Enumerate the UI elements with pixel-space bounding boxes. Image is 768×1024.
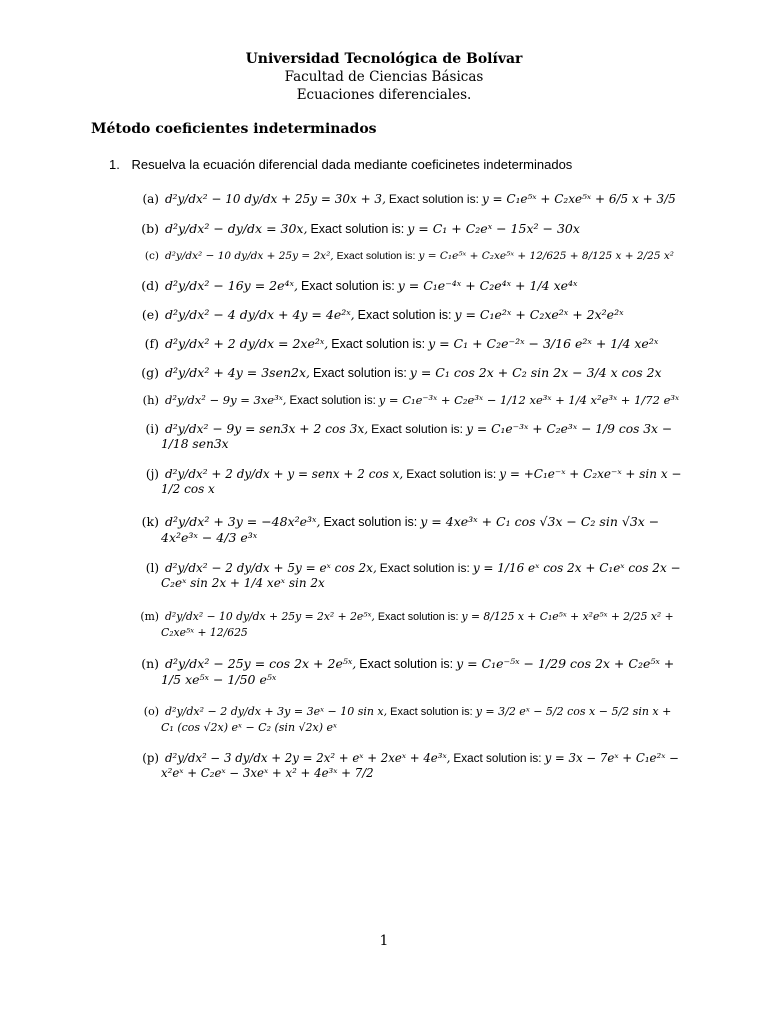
item-equation: d²y/dx² + 2 dy/dx = 2xe²ˣ,: [165, 336, 329, 351]
solution-continuation: C₂xe⁵ˣ + 12/625: [161, 626, 248, 639]
item-solution: y = C₁ cos 2x + C₂ sin 2x − 3/4 x cos 2x: [409, 365, 662, 380]
item-label: (e): [141, 307, 159, 322]
solution-continuation: 1/5 xe⁵ˣ − 1/50 e⁵ˣ: [161, 672, 277, 687]
item-solution: y = C₁e⁵ˣ + C₂xe⁵ˣ + 12/625 + 8/125 x + 2/25 x²: [418, 250, 674, 262]
solution-label: Exact solution is:: [371, 422, 464, 436]
question-text: Resuelva la ecuación diferencial dada mediante coeficinetes indeterminados: [131, 157, 573, 172]
exercise-item: [131, 751, 681, 781]
item-equation: d²y/dx² − 4 dy/dx + 4y = 4e²ˣ,: [165, 307, 355, 322]
exercise-item: [131, 704, 681, 735]
item-label: (g): [141, 365, 159, 380]
item-equation: d²y/dx² − 9y = sen3x + 2 cos 3x,: [165, 422, 369, 436]
solution-label: Exact solution is:: [336, 250, 416, 262]
item-solution: y = +C₁e⁻ˣ + C₂xe⁻ˣ + sin x −: [499, 467, 682, 481]
solution-continuation: C₂eˣ sin 2x + 1/4 xeˣ sin 2x: [161, 576, 325, 590]
exercise-item: [131, 609, 681, 640]
exercise-item: [131, 307, 681, 323]
item-solution: y = 1/16 eˣ cos 2x + C₁eˣ cos 2x −: [472, 561, 681, 575]
item-solution: y = 4xe³ˣ + C₁ cos √3x − C₂ sin √3x −: [420, 514, 660, 529]
solution-label: Exact solution is:: [390, 706, 473, 718]
item-equation: d²y/dx² − 10 dy/dx + 25y = 2x² + 2e⁵ˣ,: [165, 610, 375, 623]
question: [109, 157, 572, 172]
item-solution: y = C₁e⁻⁵ˣ − 1/29 cos 2x + C₂e⁵ˣ +: [456, 656, 675, 671]
item-label: (m): [140, 610, 159, 623]
exercise-item: [131, 249, 681, 264]
exercise-item: [131, 561, 681, 591]
item-solution: y = 3/2 eˣ − 5/2 cos x − 5/2 sin x +: [475, 705, 672, 718]
item-equation: d²y/dx² − 2 dy/dx + 5y = eˣ cos 2x,: [165, 561, 377, 575]
item-solution: y = C₁ + C₂e⁻²ˣ − 3/16 e²ˣ + 1/4 xe²ˣ: [428, 336, 659, 351]
item-label: (k): [141, 514, 159, 529]
item-label: (f): [144, 336, 159, 351]
item-equation: d²y/dx² − 2 dy/dx + 3y = 3eˣ − 10 sin x,: [165, 705, 388, 718]
solution-label: Exact solution is:: [379, 561, 470, 575]
solution-label: Exact solution is:: [406, 467, 497, 481]
item-label: (o): [143, 705, 159, 718]
item-solution: y = 3x − 7eˣ + C₁e²ˣ −: [544, 751, 679, 765]
exercise-item: [131, 393, 681, 409]
item-label: (a): [142, 192, 159, 206]
solution-label: Exact solution is:: [388, 192, 479, 206]
solution-continuation: 1/2 cos x: [161, 482, 215, 496]
exercise-item: [131, 192, 681, 207]
item-equation: d²y/dx² − 9y = 3xe³ˣ,: [165, 393, 287, 407]
document-header: [0, 50, 768, 104]
solution-label: Exact solution is:: [300, 279, 395, 293]
exercise-item: [131, 422, 681, 452]
item-equation: d²y/dx² − 25y = cos 2x + 2e⁵ˣ,: [165, 656, 357, 671]
item-label: (n): [141, 656, 159, 671]
solution-label: Exact solution is:: [357, 308, 452, 322]
solution-label: Exact solution is:: [289, 395, 376, 407]
item-label: (l): [145, 561, 159, 575]
solution-continuation: 4x²e³ˣ − 4/3 e³ˣ: [161, 530, 258, 545]
item-label: (c): [144, 250, 159, 262]
item-solution: y = C₁e²ˣ + C₂xe²ˣ + 2x²e²ˣ: [454, 307, 624, 322]
question-number: 1.: [109, 157, 120, 172]
solution-continuation: C₁ (cos √2x) eˣ − C₂ (sin √2x) eˣ: [161, 721, 337, 734]
item-solution: y = C₁e⁵ˣ + C₂xe⁵ˣ + 6/5 x + 3/5: [481, 192, 676, 206]
course-name: Ecuaciones diferenciales.: [296, 87, 472, 103]
solution-label: Exact solution is:: [323, 515, 418, 529]
item-solution: y = C₁e⁻³ˣ + C₂e³ˣ − 1/9 cos 3x −: [466, 422, 673, 436]
exercise-item: [131, 467, 681, 497]
item-solution: y = C₁ + C₂eˣ − 15x² − 30x: [407, 221, 580, 236]
item-equation: d²y/dx² + 4y = 3sen2x,: [165, 365, 310, 380]
exercise-item: [131, 365, 681, 381]
item-label: (b): [141, 221, 159, 236]
item-label: (h): [142, 393, 159, 407]
item-label: (j): [145, 467, 159, 481]
item-equation: d²y/dx² − 10 dy/dx + 25y = 2x²,: [165, 250, 334, 262]
solution-label: Exact solution is:: [453, 752, 542, 765]
solution-label: Exact solution is:: [331, 337, 426, 351]
item-equation: d²y/dx² − 16y = 2e⁴ˣ,: [165, 278, 298, 293]
item-label: (d): [141, 278, 159, 293]
item-label: (i): [145, 422, 159, 436]
item-equation: d²y/dx² − 3 dy/dx + 2y = 2x² + eˣ + 2xeˣ + 4e³ˣ,: [165, 751, 451, 765]
section-title: Método coeficientes indeterminados: [91, 121, 377, 137]
solution-continuation: 1/18 sen3x: [161, 437, 229, 451]
item-equation: d²y/dx² + 2 dy/dx + y = senx + 2 cos x,: [165, 467, 404, 481]
item-equation: d²y/dx² + 3y = −48x²e³ˣ,: [165, 514, 321, 529]
exercise-item: [131, 221, 681, 237]
item-solution: y = C₁e⁻⁴ˣ + C₂e⁴ˣ + 1/4 xe⁴ˣ: [397, 278, 578, 293]
item-solution: y = 8/125 x + C₁e⁵ˣ + x²e⁵ˣ + 2/25 x² +: [461, 610, 674, 623]
exercise-item: [131, 336, 681, 352]
item-label: (p): [142, 751, 159, 765]
solution-label: Exact solution is:: [359, 657, 454, 671]
exercise-item: [131, 514, 681, 545]
item-equation: d²y/dx² − dy/dx = 30x,: [165, 221, 308, 236]
solution-label: Exact solution is:: [313, 366, 407, 380]
item-solution: y = C₁e⁻³ˣ + C₂e³ˣ − 1/12 xe³ˣ + 1/4 x²e³ˣ + 1/72 e³ˣ: [378, 393, 680, 407]
exercise-item: [131, 278, 681, 294]
faculty-name: Facultad de Ciencias Básicas: [284, 69, 484, 85]
university-name: Universidad Tecnológica de Bolívar: [245, 51, 523, 67]
solution-label: Exact solution is:: [377, 611, 459, 623]
solution-continuation: x²eˣ + C₂eˣ − 3xeˣ + x² + 4e³ˣ + 7/2: [161, 766, 374, 780]
page-number: 1: [379, 933, 389, 949]
solution-label: Exact solution is:: [310, 222, 405, 236]
item-equation: d²y/dx² − 10 dy/dx + 25y = 30x + 3,: [165, 192, 386, 206]
exercise-item: [131, 656, 681, 687]
